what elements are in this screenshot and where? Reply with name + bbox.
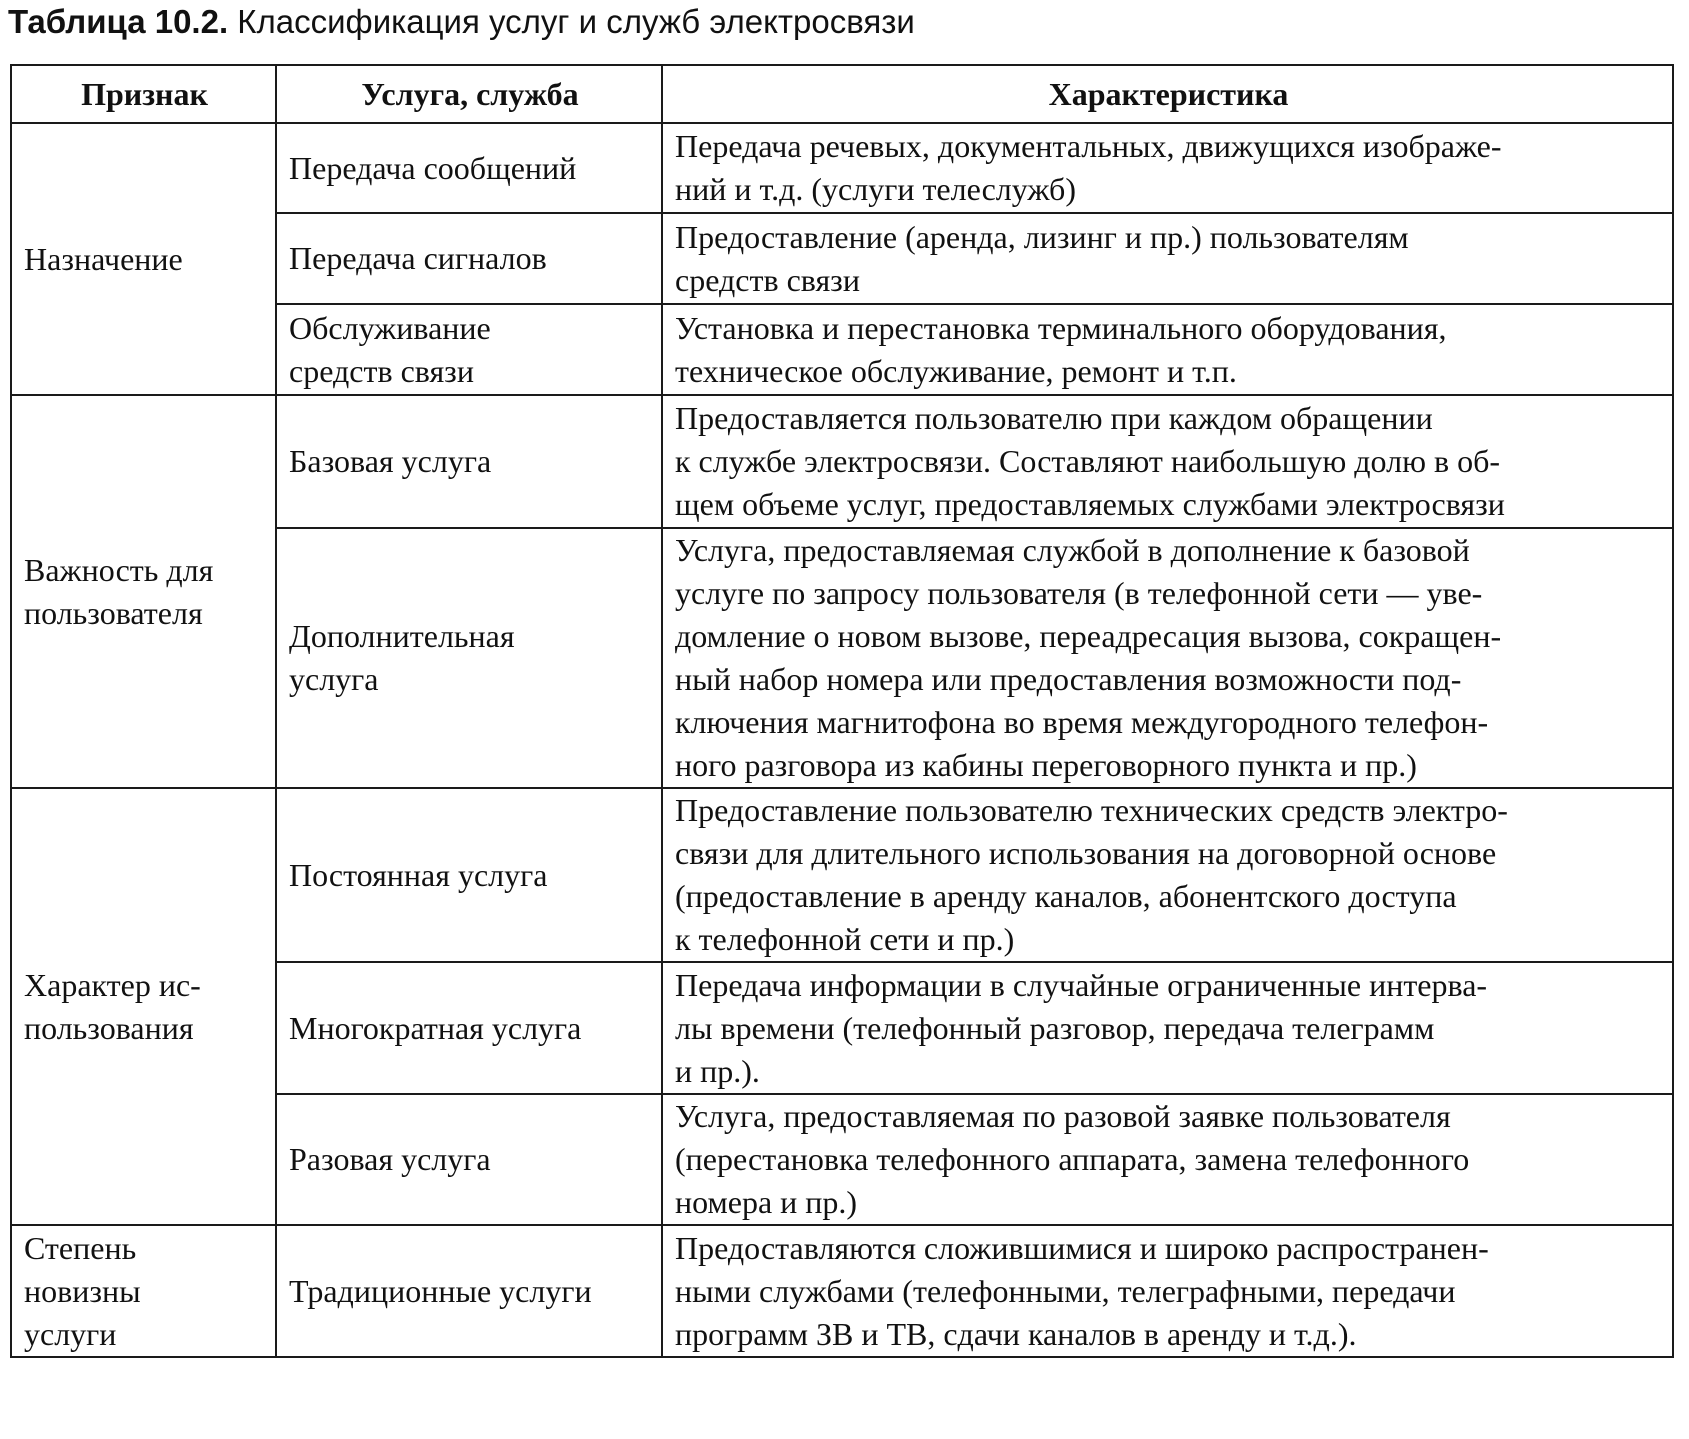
table-row <box>11 395 1673 528</box>
table-number: Таблица 10.2. <box>8 3 229 40</box>
service-cell: Передача сообщений <box>276 123 662 213</box>
table-row <box>11 1225 1673 1357</box>
feature-cell: Назначение <box>11 123 276 395</box>
header-feature: Признак <box>11 65 276 123</box>
service-cell: Базовая услуга <box>276 395 662 528</box>
characteristic-cell: Передача речевых, документальных, движущихся изображе- ний и т.д. (услуги телеслужб) <box>662 123 1673 213</box>
service-cell: Постоянная услуга <box>276 788 662 962</box>
service-cell: Передача сигналов <box>276 213 662 304</box>
service-cell: Традиционные услуги <box>276 1225 662 1357</box>
table-row <box>11 123 1673 213</box>
service-cell: Обслуживание средств связи <box>276 304 662 395</box>
characteristic-cell: Услуга, предоставляемая службой в дополнение к базовой услуге по запросу пользователя (в телефонной сети — уве- домление о новом вызове, переадресация вызова, сокращен- ный набор номера или предоставления возможности под- ключения магнитофона во время междугородного телефон- ного разговора из кабины переговорного пункта и пр.) <box>662 528 1673 788</box>
characteristic-cell: Предоставляется пользователю при каждом обращении к службе электросвязи. Составляют наибольшую долю в об- щем объеме услуг, предоставляемых службами электросвязи <box>662 395 1673 528</box>
characteristic-cell: Установка и перестановка терминального оборудования, техническое обслуживание, ремонт и т.п. <box>662 304 1673 395</box>
service-cell: Разовая услуга <box>276 1094 662 1225</box>
table-caption <box>8 2 915 42</box>
table-row <box>11 788 1673 962</box>
characteristic-cell: Предоставляются сложившимися и широко распространен- ными службами (телефонными, телеграфными, передачи программ ЗВ и ТВ, сдачи каналов в аренду и т.д.). <box>662 1225 1673 1357</box>
header-characteristic: Характеристика <box>662 65 1673 123</box>
feature-cell: Характер ис- пользования <box>11 788 276 1225</box>
header-service: Услуга, служба <box>276 65 662 123</box>
characteristic-cell: Передача информации в случайные ограниченные интерва- лы времени (телефонный разговор, передача телеграмм и пр.). <box>662 962 1673 1094</box>
feature-cell: Степень новизны услуги <box>11 1225 276 1357</box>
characteristic-cell: Предоставление пользователю технических средств электро- связи для длительного использования на договорной основе (предоставление в аренду каналов, абонентского доступа к телефонной сети и пр.) <box>662 788 1673 962</box>
feature-cell: Важность для пользователя <box>11 395 276 788</box>
table-title: Классификация услуг и служб электросвязи <box>237 3 915 40</box>
characteristic-cell: Предоставление (аренда, лизинг и пр.) пользователям средств связи <box>662 213 1673 304</box>
header-row <box>11 65 1673 123</box>
characteristic-cell: Услуга, предоставляемая по разовой заявке пользователя (перестановка телефонного аппарата, замена телефонного номера и пр.) <box>662 1094 1673 1225</box>
service-cell: Дополнительная услуга <box>276 528 662 788</box>
service-cell: Многократная услуга <box>276 962 662 1094</box>
classification-table <box>10 64 1674 1358</box>
